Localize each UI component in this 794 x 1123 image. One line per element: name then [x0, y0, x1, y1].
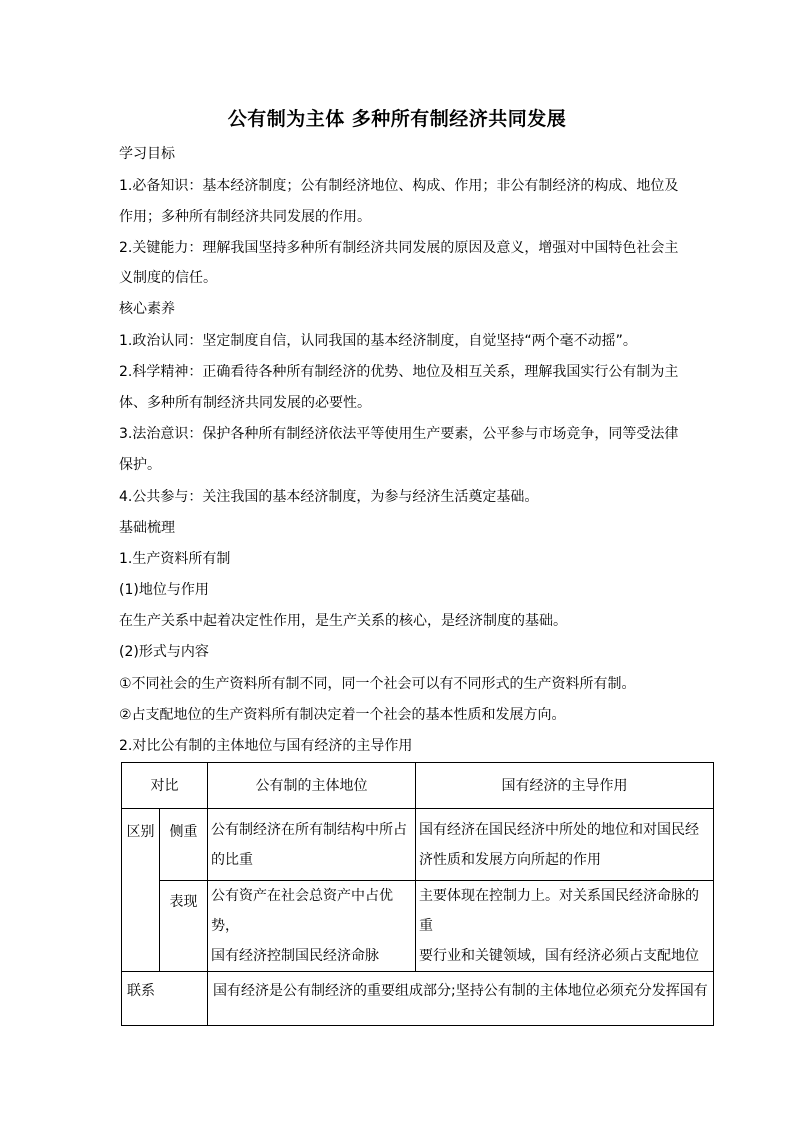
heading-core-literacy: 核心素养 [119, 301, 175, 317]
cell-line: 主要体现在控制力上。对关系国民经济命脉的重 [419, 888, 699, 934]
row-label-manifestation: 表现 [160, 881, 208, 972]
row-label-connection: 联系 [122, 972, 208, 1026]
cell-connection: 国有经济是公有制经济的重要组成部分;坚持公有制的主体地位必须充分发挥国有 [208, 972, 714, 1026]
text-line: 1.必备知识：基本经济制度；公有制经济地位、构成、作用；非公有制经济的构成、地位及 [119, 178, 679, 194]
cell-manifestation-public [208, 881, 416, 972]
text-line: 2.关键能力：理解我国坚持多种所有制经济共同发展的原因及意义，增强对中国特色社会主 [119, 240, 679, 256]
header-compare: 对比 [122, 763, 208, 809]
table-row [122, 972, 714, 1026]
header-state-economy: 国有经济的主导作用 [416, 763, 714, 809]
heading-basics: 基础梳理 [119, 520, 175, 536]
cell-line: 济性质和发展方向所起的作用 [419, 851, 601, 868]
cell-line: 国有经济控制国民经济命脉 [211, 948, 379, 964]
text-line: 1.政治认同：坚定制度自信，认同我国的基本经济制度，自觉坚持“两个毫不动摇”。 [119, 333, 637, 349]
text-line: 义制度的信任。 [119, 270, 217, 286]
text-line: 1.生产资料所有制 [119, 551, 231, 567]
row-label-difference: 区别 [122, 809, 160, 972]
cell-emphasis-public [208, 809, 416, 881]
table-row [122, 881, 714, 972]
text-line: 作用；多种所有制经济共同发展的作用。 [119, 209, 371, 225]
text-line: ②占支配地位的生产资料所有制决定着一个社会的基本性质和发展方向。 [119, 707, 566, 723]
text-line: 2.对比公有制的主体地位与国有经济的主导作用 [119, 738, 413, 754]
cell-line: 的比重 [211, 851, 253, 868]
text-line: 在生产关系中起着决定性作用，是生产关系的核心，是经济制度的基础。 [119, 613, 567, 629]
cell-line: 公有资产在社会总资产中占优势， [211, 888, 393, 934]
heading-learning-goals: 学习目标 [119, 146, 175, 162]
comparison-table [121, 762, 714, 1026]
cell-line: 国有经济在国民经济中所处的地位和对国民经 [419, 821, 699, 838]
text-line: ①不同社会的生产资料所有制不同，同一个社会可以有不同形式的生产资料所有制。 [119, 676, 636, 692]
cell-line: 要行业和关键领域，国有经济必须占支配地位 [419, 948, 699, 964]
text-line: 保护。 [119, 457, 161, 473]
text-line: 2.科学精神：正确看待各种所有制经济的优势、地位及相互关系，理解我国实行公有制为主 [119, 364, 679, 380]
text-line: (2)形式与内容 [119, 644, 209, 660]
header-public-ownership: 公有制的主体地位 [208, 763, 416, 809]
text-line: 体、多种所有制经济共同发展的必要性。 [119, 395, 371, 411]
page-title: 公有制为主体 多种所有制经济共同发展 [227, 108, 567, 130]
text-line: 4.公共参与：关注我国的基本经济制度，为参与经济生活奠定基础。 [119, 489, 539, 505]
cell-line: 公有制经济在所有制结构中所占 [211, 821, 407, 838]
row-label-emphasis: 侧重 [160, 809, 208, 881]
text-line: 3.法治意识：保护各种所有制经济依法平等使用生产要素，公平参与市场竞争，同等受法律 [119, 426, 679, 442]
cell-manifestation-state [416, 881, 714, 972]
text-line: (1)地位与作用 [119, 582, 209, 598]
table-row [122, 809, 714, 881]
table-header-row [122, 763, 714, 809]
cell-emphasis-state [416, 809, 714, 881]
